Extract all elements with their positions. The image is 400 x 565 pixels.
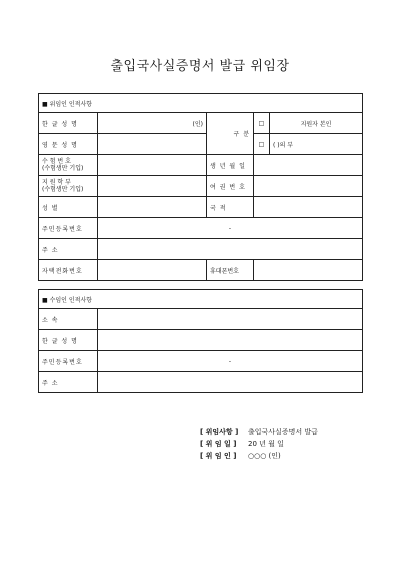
school-label xyxy=(39,176,98,197)
delegate-table xyxy=(38,289,363,393)
option-self: 지원자 본인 xyxy=(270,113,363,134)
school-note: (수험생만 기입) xyxy=(42,186,84,193)
exam-no-label xyxy=(39,155,98,176)
document-title: 출입국사실증명서 발급 위임장 xyxy=(110,59,290,74)
rrn-field[interactable] xyxy=(98,218,363,239)
person-value[interactable]: ○○○ (인) xyxy=(248,452,281,460)
footer-matter-row xyxy=(200,426,318,438)
birth-field[interactable] xyxy=(254,155,363,176)
delegator-table xyxy=(38,93,363,281)
seal-mark: (인) xyxy=(192,120,203,128)
footer-person-row xyxy=(200,450,318,462)
date-value[interactable]: 20 년 월 일 xyxy=(248,440,284,448)
passport-label: 여 권 번 호 xyxy=(207,176,254,197)
delegate-address-field[interactable] xyxy=(98,372,363,393)
address-label: 주 소 xyxy=(39,239,98,260)
exam-no-field[interactable] xyxy=(98,155,207,176)
matter-value: 출입국사실증명서 발급 xyxy=(248,428,318,436)
school-field[interactable] xyxy=(98,176,207,197)
delegator-section-title: ■ 위임인 인적사항 xyxy=(39,94,363,113)
home-phone-field[interactable] xyxy=(98,260,207,281)
address-field[interactable] xyxy=(98,239,363,260)
delegate-rrn-field[interactable] xyxy=(98,351,363,372)
category-label: 구 분 xyxy=(207,113,254,155)
rrn-separator: - xyxy=(228,224,232,232)
footer-date-row xyxy=(200,438,318,450)
person-key: [ 위 임 인 ] xyxy=(200,452,237,460)
checkbox-father[interactable]: □ xyxy=(254,134,270,155)
mobile-field[interactable] xyxy=(254,260,363,281)
option-father: ( )의 부 xyxy=(270,134,363,155)
eng-name-field[interactable] xyxy=(98,134,207,155)
delegation-footer xyxy=(200,426,318,462)
exam-no-note: (수험생만 기입) xyxy=(42,165,84,172)
delegate-address-label: 주 소 xyxy=(39,372,98,393)
exam-no-text: 수 험 번 호 xyxy=(42,158,71,165)
delegate-org-field[interactable] xyxy=(98,309,363,330)
name-field[interactable] xyxy=(98,113,207,134)
passport-field[interactable] xyxy=(254,176,363,197)
birth-label: 생 년 월 일 xyxy=(207,155,254,176)
school-text: 지 원 학 부 xyxy=(42,179,71,186)
sex-label: 성 별 xyxy=(39,197,98,218)
date-key: [ 위 임 일 ] xyxy=(200,440,237,448)
delegate-name-label: 한 글 성 명 xyxy=(39,330,98,351)
rrn-label: 주민등록번호 xyxy=(39,218,98,239)
name-label: 한 글 성 명 xyxy=(39,113,98,134)
delegate-name-field[interactable] xyxy=(98,330,363,351)
delegate-section-title: ■ 수임인 인적사항 xyxy=(39,290,363,309)
checkbox-self[interactable]: □ xyxy=(254,113,270,134)
delegate-rrn-separator: - xyxy=(228,357,232,365)
home-phone-label: 자택전화번호 xyxy=(39,260,98,281)
sex-field[interactable] xyxy=(98,197,207,218)
mobile-label: 휴대폰번호 xyxy=(207,260,254,281)
delegate-org-label: 소 속 xyxy=(39,309,98,330)
delegate-rrn-label: 주민등록번호 xyxy=(39,351,98,372)
nation-field[interactable] xyxy=(254,197,363,218)
matter-key: [ 위임사항 ] xyxy=(200,428,239,436)
eng-name-label: 영 문 성 명 xyxy=(39,134,98,155)
nation-label: 국 적 xyxy=(207,197,254,218)
